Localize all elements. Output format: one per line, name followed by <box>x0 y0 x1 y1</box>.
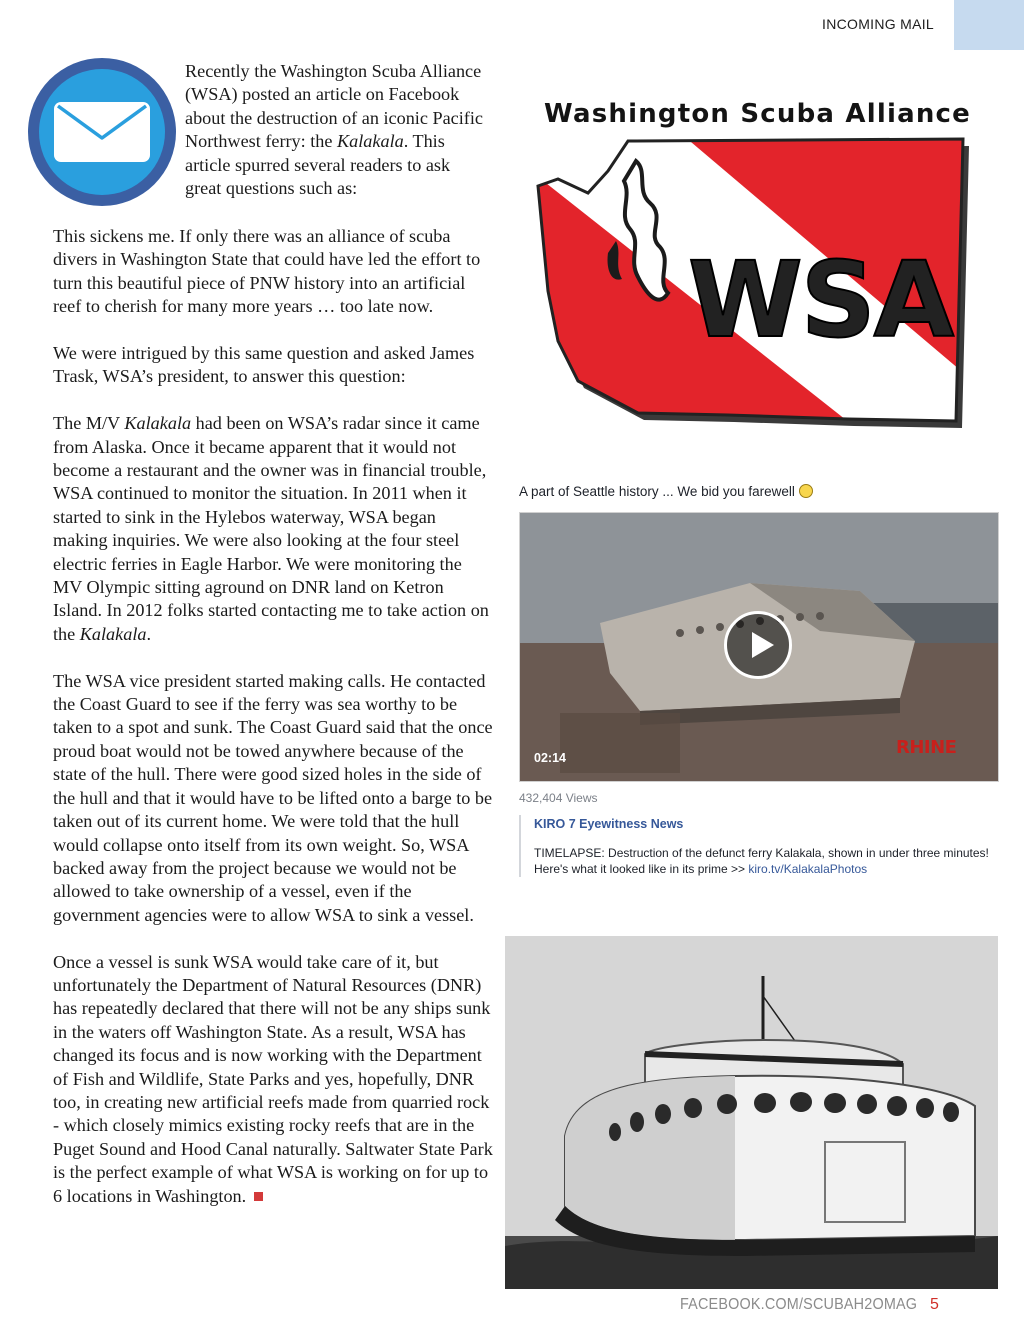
kalakala-archive-photo <box>505 936 998 1289</box>
article-body <box>53 225 493 1231</box>
reader-question: This sickens me. If only there was an alliance of scuba divers in Washington State that could have led the effort to turn this beautiful piece of PNW history into an artificial reef to cherish for many more years … too late now. <box>53 226 481 317</box>
intro-paragraph: Recently the Washington Scuba Alliance (WSA) posted an article on Facebook about the destruction of an iconic Pacific Northwest ferry: the Kalakala. This article spurred several readers to ask great questions such as: <box>185 61 483 199</box>
page-number: 5 <box>930 1296 939 1313</box>
svg-text:WSA: WSA <box>688 239 953 361</box>
ferry-name: Kalakala <box>79 623 147 644</box>
mail-badge <box>28 58 176 206</box>
end-of-article-mark <box>254 1192 263 1201</box>
body-paragraph: The M/V Kalakala had been on WSA’s radar since it came from Alaska. Once it became apparent that it would not become a restaurant and the owner was in financial trouble, WSA continued to monitor the situation. In 2011 when it started to sink in the Hylebos waterway, WSA began making inquiries. We were also looking at the four steel electric ferries in Eagle Harbor. We were monitoring the MV Olympic sitting aground on DNR land on Ketron Island. In 2012 folks started contacting me to take action on the Kalakala. <box>53 413 489 644</box>
ferry-illustration <box>505 936 998 1289</box>
kalakala-photos-link[interactable]: kiro.tv/KalakalaPhotos <box>748 862 868 876</box>
play-button[interactable] <box>724 611 792 679</box>
body-paragraph: The WSA vice president started making calls. He contacted the Coast Guard to see if the ferry was sea worthy to be taken to a spot and sunk. The Coast Guard said that the once proud boat would not be towed anywhere because of the state of the hull. There were good sized holes in the side of the hull and that it would have to be lifted onto a barge to be taken out of its current home. We were told that the hull would collapse onto itself from its own weight. So, WSA backed away from the project because we would not be allowed to take ownership of a vessel, even if the government agencies were to allow WSA to sink a vessel. <box>53 670 493 925</box>
rhine-logo: RHINE <box>896 737 957 758</box>
section-label: INCOMING MAIL <box>822 16 935 32</box>
video-duration: 02:14 <box>534 751 566 765</box>
view-count: 432,404 Views <box>519 791 598 805</box>
wsa-logo <box>518 95 973 450</box>
washington-state-dive-flag-map <box>518 131 973 451</box>
sad-face-emoji-icon <box>799 484 813 498</box>
post-header: A part of Seattle history ... We bid you farewell <box>519 484 813 499</box>
ferry-name: Kalakala <box>124 413 192 434</box>
post-caption: TIMELAPSE: Destruction of the defunct ferry Kalakala, shown in under three minutes! Here's what it looked like in its prime >> kiro.tv/KalakalaPhotos <box>534 846 989 876</box>
video-player[interactable] <box>519 512 999 782</box>
facebook-video-post <box>518 480 1003 900</box>
header-color-block <box>954 0 1024 50</box>
post-author-link[interactable]: KIRO 7 Eyewitness News <box>534 817 684 831</box>
wsa-logo-title: Washington Scuba Alliance <box>544 99 971 129</box>
ferry-name: Kalakala <box>337 131 404 152</box>
envelope-icon <box>52 100 152 164</box>
body-paragraph: Once a vessel is sunk WSA would take care of it, but unfortunately the Department of Natural Resources (DNR) has repeatedly declared that there will not be any ships sunk in the waters off Washington State. As a result, WSA has changed its focus and is now working with the Department of Fish and Wildlife, State Parks and yes, hopefully, DNR too, in creating new artificial reefs made from quarried rock - which closely mimics existing rocky reefs that are in the Puget Sound and Hood Canal naturally. Saltwater State Park is the perfect example of what WSA is working on for up to 6 locations in Washington. <box>53 951 493 1206</box>
footer-url[interactable]: FACEBOOK.COM/SCUBAH2OMAG <box>680 1296 918 1313</box>
body-paragraph: We were intrigued by this same question and asked James Trask, WSA’s president, to answer this question: <box>53 343 475 387</box>
post-details <box>519 815 1001 877</box>
